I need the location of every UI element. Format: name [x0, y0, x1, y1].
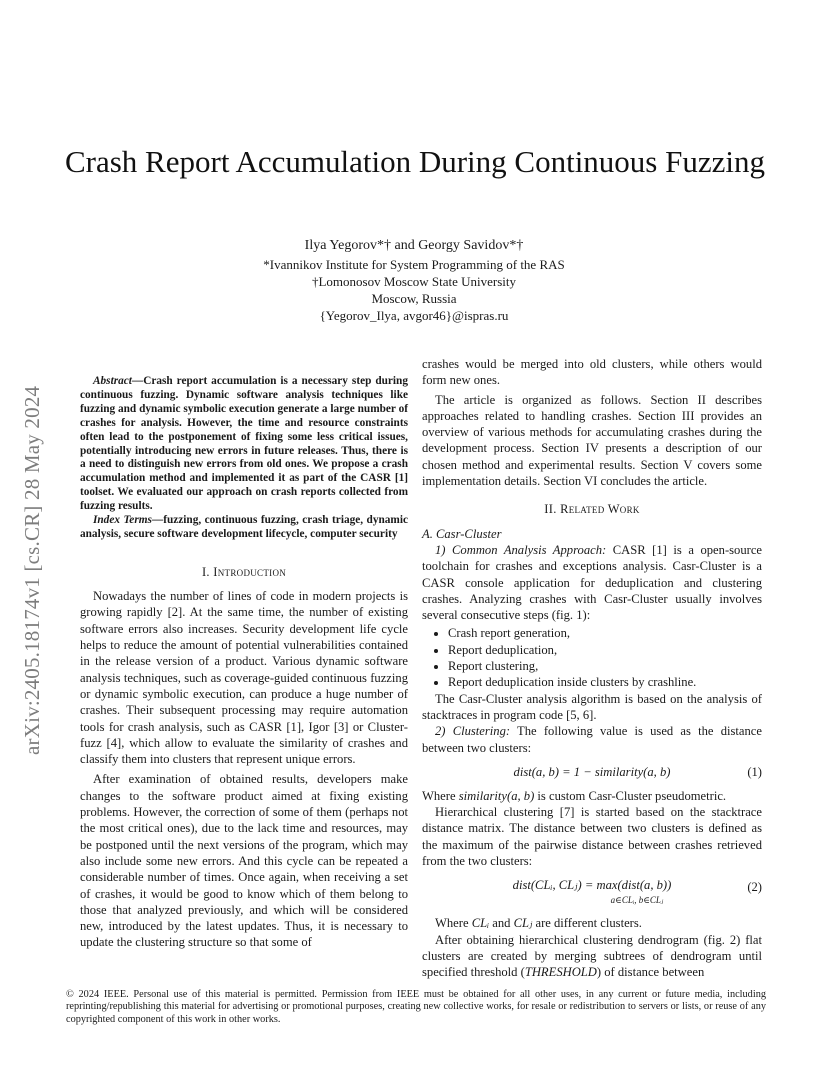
right-column — [422, 356, 762, 981]
section-heading-related-work: II. Related Work — [544, 502, 640, 517]
abstract-label: Abstract — [93, 375, 132, 387]
paper-title: Crash Report Accumulation During Continuous Fuzzing — [64, 144, 765, 179]
abstract — [80, 375, 408, 514]
equation-2-number: (2) — [747, 880, 762, 895]
subsection-casr-cluster: A. Casr-Cluster — [422, 526, 502, 541]
index-terms-text: —fuzzing, continuous fuzzing, crash triage, dynamic analysis, secure software development lifecycle, computer security — [80, 514, 408, 540]
index-terms-label: Index Terms — [93, 514, 152, 527]
author-location: Moscow, Russia — [371, 291, 457, 306]
equation-2: dist(CLᵢ, CLⱼ) = max(dist(a, b)) a∈CLᵢ, b∈CLⱼ (2) — [512, 878, 762, 906]
abstract-text: —Crash report accumulation is a necessary step during continuous fuzzing. Dynamic software analysis techniques like fuzzing and dynamic symbolic execution generate a large number of crashes for analysis. However, the time and resource constraints often lead to the postponement of fixing some less critical issues, potentially introducing new errors in future releases. Thus, there is a need to distinguish new errors from old ones. We propose a crash accumulation method and implemented it as part of the CASR [1] toolset. We evaluated our approach on crash reports collected from fuzzing results. — [80, 375, 408, 513]
intro-continuation: crashes would be merged into old clusters, while others would form new ones. — [422, 357, 762, 388]
where-clusters-paragraph: Where CLᵢ and CLⱼ are different clusters. — [435, 916, 642, 931]
equation-2-subscript: a∈CLᵢ, b∈CLⱼ — [610, 895, 664, 906]
list-item: • Crash report generation, — [448, 625, 762, 641]
author-names: Ilya Yegorov*† and Georgy Savidov*† — [304, 238, 524, 253]
hierarchical-clustering-paragraph: Hierarchical clustering [7] is started based on the stacktrace distance matrix. The distance between two clusters is defined as the maximum of the pairwise distance between crashes retrieved from the two clusters: — [422, 805, 762, 869]
section-heading-introduction: I. Introduction — [201, 564, 287, 579]
equation-1: dist(a, b) = 1 − similarity(a, b) (1) — [422, 762, 762, 782]
list-item: • Report deduplication, — [448, 642, 762, 658]
algorithm-basis-paragraph: The Casr-Cluster analysis algorithm is based on the analysis of stacktraces in program code [5, 6]. — [422, 691, 762, 722]
common-analysis-paragraph: 1) Common Analysis Approach: CASR [1] is a open-source toolchain for crashes and exceptions analysis. Casr-Cluster is a CASR console application for deduplication and clustering crashes. Analyzing crashes with Casr-Cluster usually involves several consecutive steps (fig. 1): — [422, 542, 763, 623]
analysis-steps-list — [422, 625, 762, 690]
intro-paragraph-1: Nowadays the number of lines of code in modern projects is growing rapidly [2]. At the same time, the number of existing software errors also increases. Security development life cycle helps to reduce the amount of potential vulnerabilities contained in the release version of a product. Various dynamic software analysis techniques, such as coverage-guided continuous fuzzing or dynamic symbolic execution, can produce a huge number of crashes. Their subsequent processing may require automation tools for crash analysis, such as CASR [1], Igor [3] or Cluster-fuzz [4], which allow to evaluate the similarity of crashes and classify them into clusters that represent unique errors. — [80, 589, 408, 767]
author-block — [114, 237, 714, 324]
clustering-paragraph: 2) Clustering: The following value is used as the distance between two clusters: — [422, 724, 762, 755]
index-terms — [80, 514, 408, 542]
affiliation-msu: †Lomonosov Moscow State University — [311, 274, 516, 289]
arxiv-stamp: arXiv:2405.18174v1 [cs.CR] 28 May 2024 — [20, 385, 44, 755]
list-item: • Report deduplication inside clusters by crashline. — [448, 674, 762, 690]
where-similarity-paragraph: Where similarity(a, b) is custom Casr-Cluster pseudometric. — [422, 788, 727, 803]
affiliation-ispras: *Ivannikov Institute for System Programming of the RAS — [263, 257, 565, 272]
copyright-footer: © 2024 IEEE. Personal use of this material is permitted. Permission from IEEE must be obtained for all other uses, in any current or future media, including reprinting/republishing this material for advertising or promotional purposes, creating new collective works, for resale or redistribution to servers or lists, or reuse of any copyrighted component of this work in other works. — [66, 989, 766, 1025]
author-emails: {Yegorov_Ilya, avgor46}@ispras.ru — [319, 308, 509, 323]
dendrogram-paragraph: After obtaining hierarchical clustering dendrogram (fig. 2) flat clusters are created by merging subtrees of dendrogram until specified threshold (THRESHOLD) of distance between — [422, 932, 762, 980]
left-column — [80, 356, 408, 951]
intro-paragraph-2: After examination of obtained results, developers make changes to the software product aimed at fixing existing problems. However, the correction of some of them (perhaps not the most critical ones), due to the lack time and resources, may be postponed until the next versions of the program, which may also include some new errors. And this cycle can be repeated a considerable number of times. Once again, when receiving a set of crashes, it would be good to know which of them belong to those that analyzed previously, and which will be considered new, introduced by the latest updates. Thus, it is necessary to update the clustering structure so that some of — [80, 772, 408, 950]
organization-paragraph: The article is organized as follows. Section II describes approaches related to handling crashes. Section III provides an overview of various methods for accumulating crashes during the development process. Section IV presents a description of our chosen method and experimental results. Section V covers some implementation details. Section VI concludes the article. — [422, 392, 762, 489]
equation-1-number: (1) — [747, 764, 762, 779]
list-item: • Report clustering, — [448, 658, 762, 674]
